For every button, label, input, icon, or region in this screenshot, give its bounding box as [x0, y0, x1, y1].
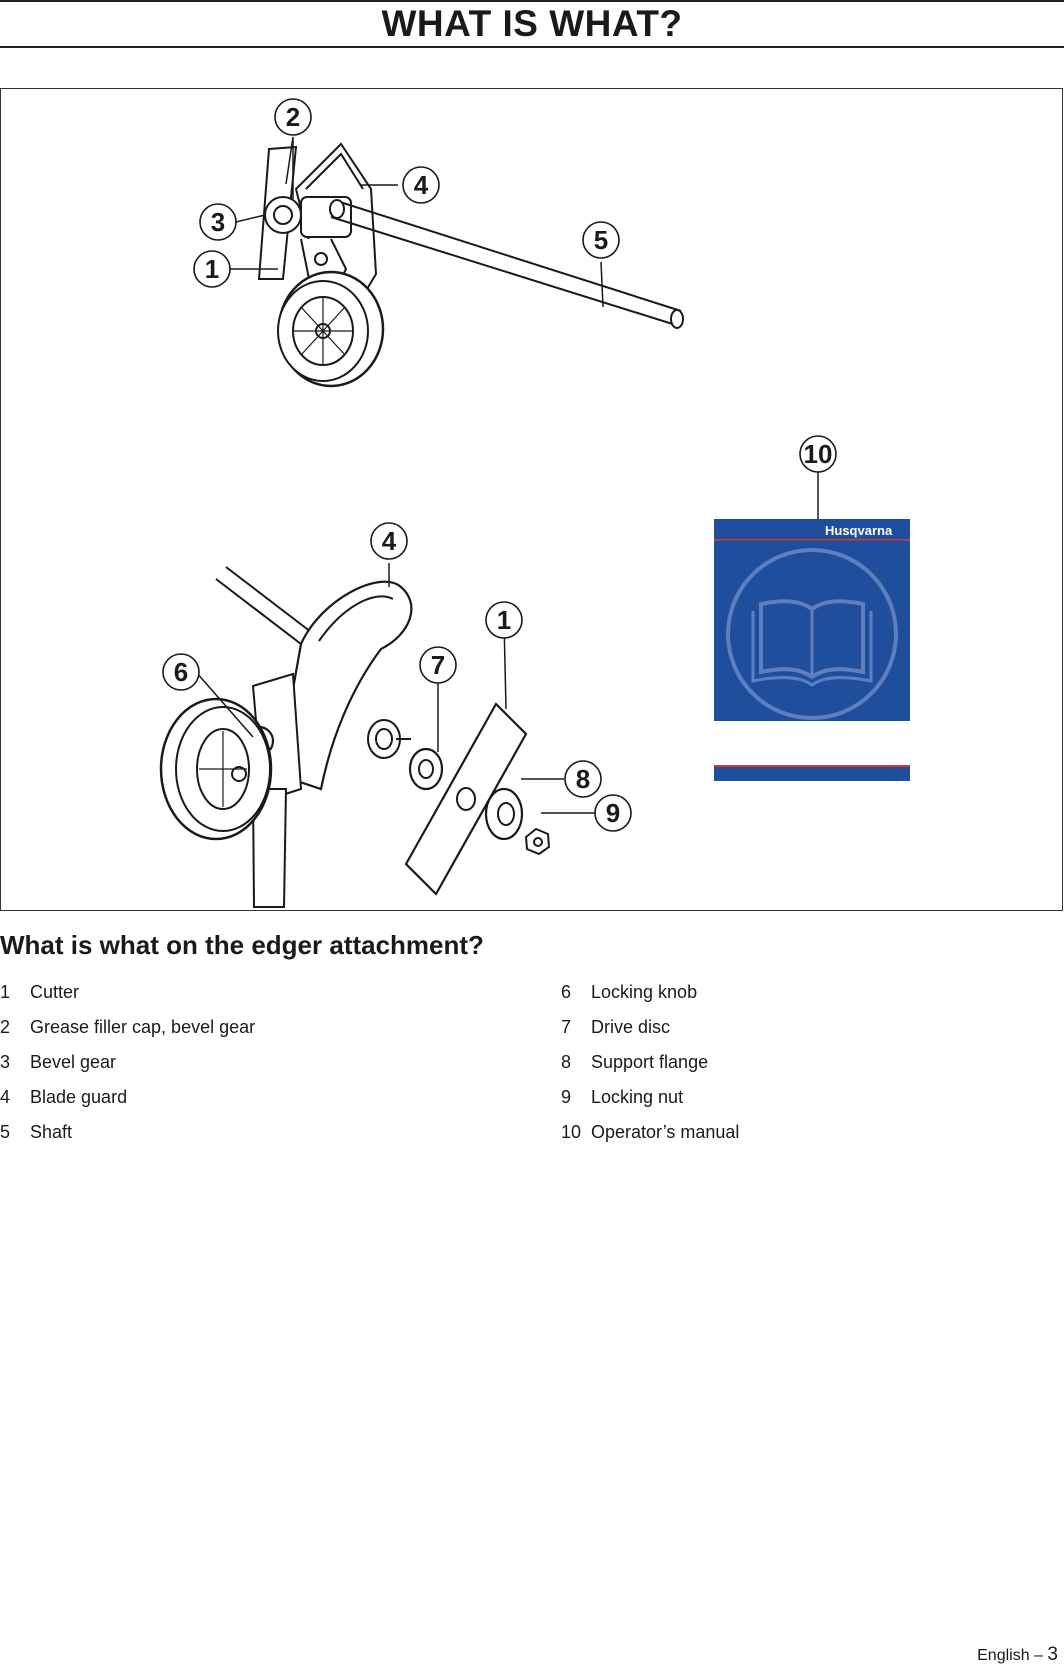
- callout-label: 9: [605, 798, 621, 828]
- callout-label: 4: [381, 526, 397, 556]
- part-label: Drive disc: [591, 1017, 671, 1037]
- callout-label: 1: [496, 605, 512, 635]
- section-title: What is what on the edger attachment?: [0, 930, 484, 960]
- part-number: 10: [561, 1122, 582, 1142]
- part-number: 7: [561, 1017, 572, 1037]
- part-number: 4: [0, 1087, 11, 1107]
- list-item: [561, 1045, 739, 1080]
- part-number: 8: [561, 1052, 572, 1072]
- list-item: [0, 1010, 255, 1045]
- part-number: 1: [0, 982, 11, 1002]
- edger-assembled-drawing: [259, 144, 683, 386]
- parts-illustration: [0, 88, 1063, 911]
- part-number: 3: [0, 1052, 11, 1072]
- part-number: 6: [561, 982, 572, 1002]
- page-footer: [977, 1644, 1058, 1666]
- footer-language: English: [977, 1647, 1030, 1664]
- page-title: WHAT IS WHAT?: [0, 0, 1064, 48]
- edger-illustration: [1, 89, 1061, 909]
- part-label: Shaft: [30, 1122, 73, 1142]
- operators-manual-cover: [714, 519, 910, 781]
- parts-column-right: [561, 975, 739, 1150]
- part-number: 2: [0, 1017, 11, 1037]
- list-item: [0, 1115, 255, 1150]
- callout-label: 3: [210, 207, 226, 237]
- part-label: Locking nut: [591, 1087, 684, 1107]
- callout-label: 2: [285, 102, 301, 132]
- part-label: Cutter: [30, 982, 80, 1002]
- list-item: [0, 975, 255, 1010]
- part-number: 9: [561, 1087, 572, 1107]
- list-item: [0, 1045, 255, 1080]
- page-number: 3: [1047, 1644, 1058, 1665]
- manual-brand-logo: Husqvarna: [825, 523, 893, 538]
- callout-label: 10: [803, 439, 833, 469]
- list-item: [561, 1010, 739, 1045]
- callout-label: 7: [430, 650, 446, 680]
- part-label: Support flange: [591, 1052, 709, 1072]
- list-item: [561, 975, 739, 1010]
- callout-label: 6: [173, 657, 189, 687]
- part-number: 5: [0, 1122, 11, 1142]
- part-label: Grease filler cap, bevel gear: [30, 1017, 256, 1037]
- callout-label: 4: [413, 170, 429, 200]
- callout-label: 5: [593, 225, 609, 255]
- part-label: Blade guard: [30, 1087, 128, 1107]
- callout-label: 8: [575, 764, 591, 794]
- part-label: Bevel gear: [30, 1052, 117, 1072]
- parts-column-left: [0, 975, 255, 1150]
- footer-separator: –: [1034, 1647, 1043, 1664]
- list-item: [561, 1080, 739, 1115]
- list-item: [0, 1080, 255, 1115]
- list-item: [561, 1115, 739, 1150]
- part-label: Operator’s manual: [591, 1122, 740, 1142]
- callout-label: 1: [204, 254, 220, 284]
- part-label: Locking knob: [591, 982, 698, 1002]
